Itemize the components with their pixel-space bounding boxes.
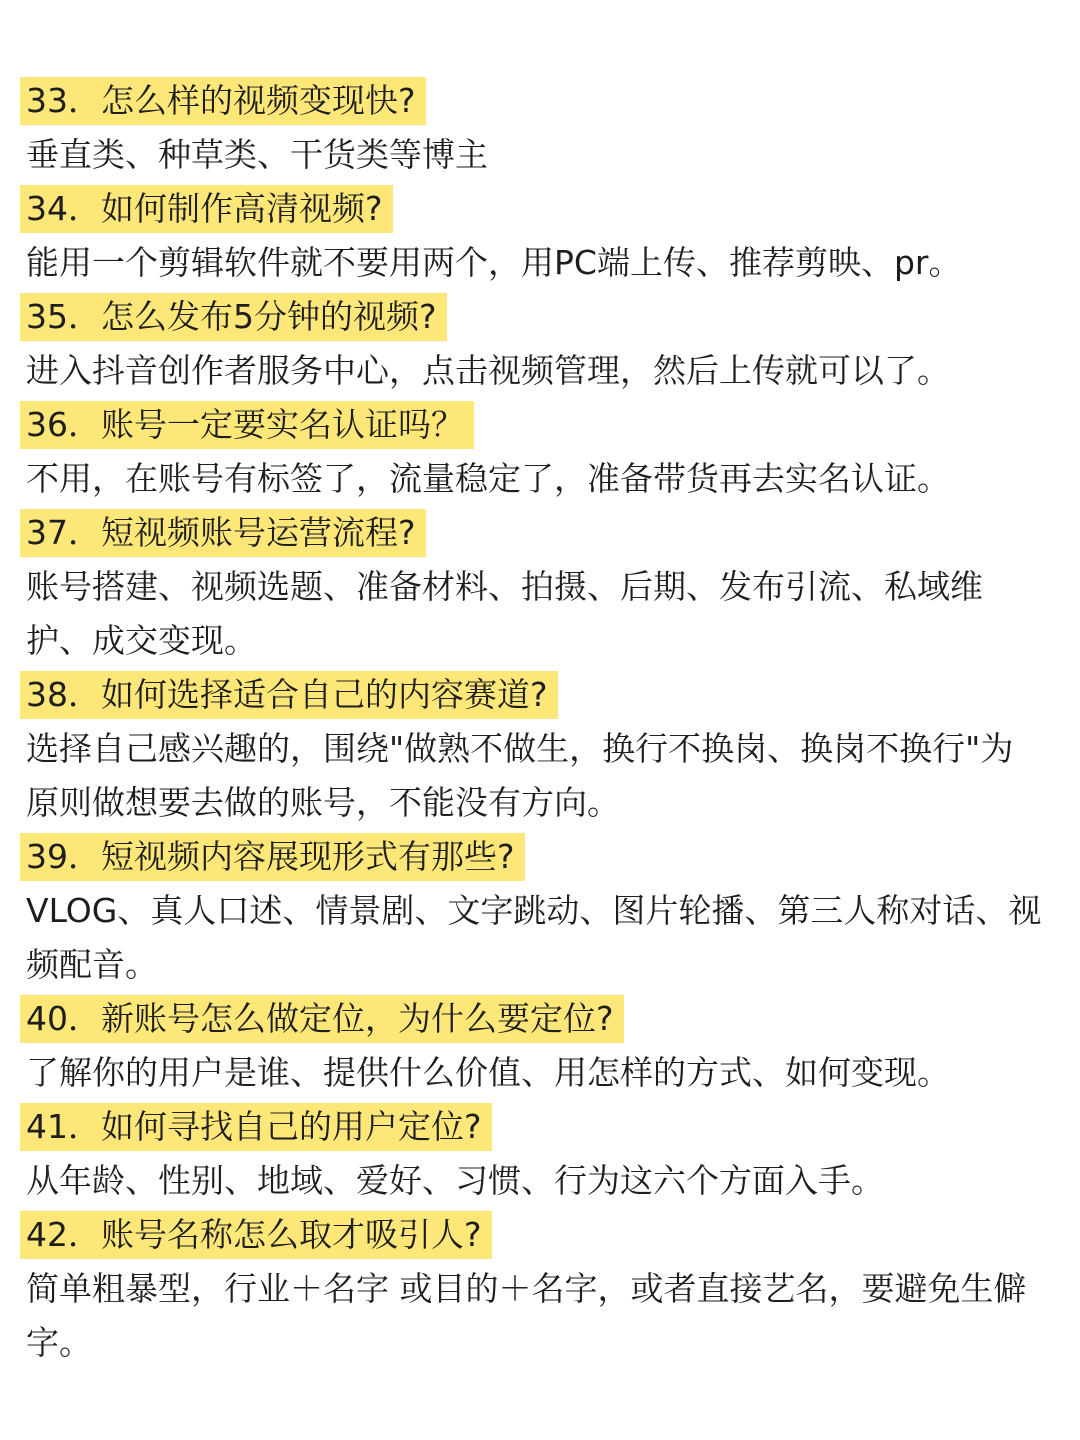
qa-item-40 bbox=[0, 992, 1080, 1100]
question-heading: 33．怎么样的视频变现快? bbox=[20, 77, 426, 125]
question-heading: 39．短视频内容展现形式有那些? bbox=[20, 833, 525, 881]
qa-item-37 bbox=[0, 506, 1080, 668]
question-heading: 34．如何制作高清视频? bbox=[20, 185, 393, 233]
qa-list bbox=[0, 74, 1080, 1370]
answer-text: 能用一个剪辑软件就不要用两个，用PC端上传、推荐剪映、pr。 bbox=[26, 243, 962, 282]
answer-text: 不用，在账号有标签了，流量稳定了，准备带货再去实名认证。 bbox=[26, 459, 950, 498]
question-heading: 36．账号一定要实名认证吗？ bbox=[20, 401, 474, 449]
qa-item-35 bbox=[0, 290, 1080, 398]
qa-item-36 bbox=[0, 398, 1080, 506]
answer-text: 从年龄、性别、地域、爱好、习惯、行为这六个方面入手。 bbox=[26, 1161, 884, 1200]
question-heading: 38．如何选择适合自己的内容赛道? bbox=[20, 671, 558, 719]
answer-text: 了解你的用户是谁、提供什么价值、用怎样的方式、如何变现。 bbox=[26, 1053, 950, 1092]
question-heading: 35．怎么发布5分钟的视频? bbox=[20, 293, 447, 341]
qa-item-34 bbox=[0, 182, 1080, 290]
answer-text: 账号搭建、视频选题、准备材料、拍摄、后期、发布引流、私域维护、成交变现。 bbox=[26, 567, 983, 660]
qa-item-41 bbox=[0, 1100, 1080, 1208]
answer-text: 简单粗暴型，行业＋名字 或目的＋名字，或者直接艺名，要避免生僻字。 bbox=[26, 1269, 1027, 1362]
answer-text: 垂直类、种草类、干货类等博主 bbox=[26, 135, 488, 174]
qa-item-39 bbox=[0, 830, 1080, 992]
question-heading: 41．如何寻找自己的用户定位? bbox=[20, 1103, 492, 1151]
qa-item-38 bbox=[0, 668, 1080, 830]
qa-item-33 bbox=[0, 74, 1080, 182]
question-heading: 37．短视频账号运营流程? bbox=[20, 509, 426, 557]
qa-item-42 bbox=[0, 1208, 1080, 1370]
answer-text: 选择自己感兴趣的，围绕"做熟不做生，换行不换岗、换岗不换行"为原则做想要去做的账号，不能没有方向。 bbox=[26, 729, 1014, 822]
answer-text: 进入抖音创作者服务中心，点击视频管理，然后上传就可以了。 bbox=[26, 351, 950, 390]
question-heading: 40．新账号怎么做定位，为什么要定位? bbox=[20, 995, 624, 1043]
question-heading: 42．账号名称怎么取才吸引人? bbox=[20, 1211, 492, 1259]
answer-text: VLOG、真人口述、情景剧、文字跳动、图片轮播、第三人称对话、视频配音。 bbox=[26, 891, 1042, 984]
